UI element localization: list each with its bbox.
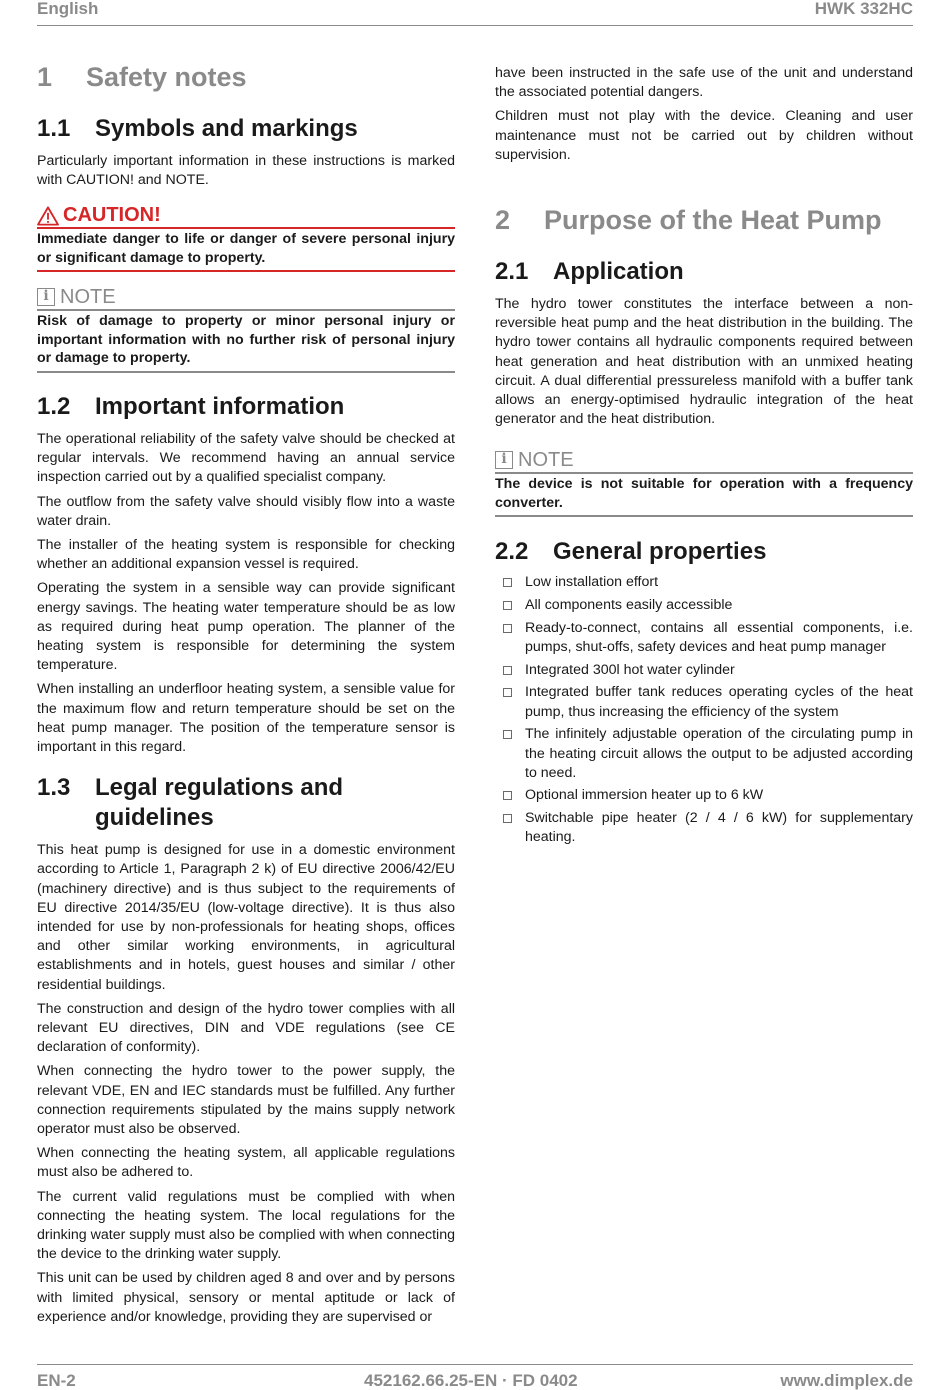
section-2-2-heading xyxy=(495,537,913,567)
section-title: Safety notes xyxy=(86,62,247,92)
paragraph: When installing an underfloor heating system, a sensible value for the maximum flow and return temperature should be set on the heat pump manager. The position of the temperature sensor is important in this regard. xyxy=(37,681,455,755)
section-1-heading xyxy=(37,60,455,94)
section-title: Symbols and markings xyxy=(95,115,358,142)
paragraph: The installer of the heating system is responsible for checking whether an additional expansion vessel is required. xyxy=(37,536,455,573)
note-notice xyxy=(37,286,455,373)
paragraph: The outflow from the safety valve should visibly flow into a waste water drain. xyxy=(37,493,455,529)
caution-text: Immediate danger to life or danger of severe personal injury or significant damage to property. xyxy=(37,229,455,272)
bullet-square-icon xyxy=(503,791,512,800)
paragraph: When connecting the heating system, all applicable regulations must also be adhered to. xyxy=(37,1145,455,1181)
section-1-3-heading xyxy=(37,773,455,833)
bullet-square-icon xyxy=(503,666,512,675)
bullet-square-icon xyxy=(503,601,512,610)
note-header xyxy=(37,286,455,311)
properties-list xyxy=(495,573,913,847)
section-number: 1.3 xyxy=(37,774,71,802)
paragraph: The operational reliability of the safety valve should be checked at regular intervals. We recommend having an annual service inspection carried out by a qualified specialist company. xyxy=(37,430,455,486)
section-1-3-body xyxy=(37,841,455,1327)
section-number: 2.2 xyxy=(495,538,529,566)
paragraph: The current valid regulations must be complied with when connecting the heating system. The local regulations for the drinking water supply must also be complied with when connecting the device to the drinking water supply. xyxy=(37,1188,455,1263)
left-column xyxy=(37,60,455,1332)
note-label: NOTE xyxy=(518,449,574,472)
list-item: Optional immersion heater up to 6 kW xyxy=(495,786,913,805)
section-title: Legal regulations and guidelines xyxy=(95,774,344,832)
note-text: The device is not suitable for operation with a frequency converter. xyxy=(495,474,913,517)
bullet-square-icon xyxy=(503,730,512,739)
paragraph: When connecting the hydro tower to the power supply, the relevant VDE, EN and IEC standards must be fulfilled. Any further connection requirements stipulated by the mains supply network operator must also be observed. xyxy=(37,1063,455,1137)
list-item: Ready-to-connect, contains all essential components, i.e. pumps, shut-offs, safety devices and heat pump manager xyxy=(495,619,913,657)
paragraph: Operating the system in a sensible way can provide significant energy savings. The heating water temperature should be as low as required during heat pump operation. The planner of the heating system is responsible for determining the system temperature. xyxy=(37,580,455,674)
paragraph: Particularly important information in these instructions is marked with CAUTION! and NOTE. xyxy=(37,153,455,189)
page-header xyxy=(37,0,913,26)
paragraph: The construction and design of the hydro tower complies with all relevant EU directives, DIN and VDE regulations (see CE declaration of conformity). xyxy=(37,1000,455,1056)
section-title: General properties xyxy=(553,538,767,566)
page-footer xyxy=(37,1364,913,1390)
list-item: Integrated buffer tank reduces operating cycles of the heat pump, thus increasing the efficiency of the system xyxy=(495,683,913,721)
section-title: Purpose of the Heat Pump xyxy=(544,205,882,236)
section-1-2-body xyxy=(37,430,455,757)
section-number: 2.1 xyxy=(495,258,529,286)
bullet-square-icon xyxy=(503,688,512,697)
section-number: 1.2 xyxy=(37,392,71,420)
caution-notice xyxy=(37,204,455,272)
list-item: Integrated 300l hot water cylinder xyxy=(495,661,913,680)
bullet-square-icon xyxy=(503,578,512,587)
section-2-heading xyxy=(495,203,913,237)
section-number: 1.1 xyxy=(37,115,71,142)
section-1-1-heading xyxy=(37,114,455,144)
paragraph: This heat pump is designed for use in a domestic environment according to Article 1, Paragraph 2 k) of EU directive 2006/42/EU (machinery directive) and is thus subject to the requirements of EU directive 2014/35/EU (low-voltage directive). It is thus also intended for use by non-professionals for heating shops, offices and other similar working environments, in agricultural establishments and in hotels, guest houses and similar / other residential buildings. xyxy=(37,842,455,993)
note-header xyxy=(495,449,913,474)
bullet-square-icon xyxy=(503,624,512,633)
footer-document-number: 452162.66.25-EN · FD 0402 xyxy=(364,1371,578,1390)
note-notice xyxy=(495,449,913,517)
bullet-square-icon xyxy=(503,814,512,823)
paragraph: This unit can be used by children aged 8 and over and by persons with limited physical, sensory or mental aptitude or lack of experience and/or knowledge, providing they are supervised or xyxy=(37,1270,455,1325)
warning-triangle-icon xyxy=(37,206,59,226)
list-item: Switchable pipe heater (2 / 4 / 6 kW) for supplementary heating. xyxy=(495,809,913,847)
note-text: Risk of damage to property or minor personal injury or important information with no further risk of personal injury or damage to property. xyxy=(37,311,455,373)
list-item: Low installation effort xyxy=(495,573,913,592)
right-column xyxy=(495,64,913,851)
info-icon: i xyxy=(37,288,55,306)
section-2-1-heading xyxy=(495,257,913,287)
paragraph: have been instructed in the safe use of the unit and understand the associated potential dangers. xyxy=(495,65,913,101)
header-model: HWK 332HC xyxy=(814,0,913,18)
section-number: 2 xyxy=(495,205,511,236)
footer-page-number: EN-2 xyxy=(37,1371,76,1390)
list-item: The infinitely adjustable operation of the circulating pump in the heating circuit allows the output to be adjusted according to need. xyxy=(495,725,913,783)
section-number: 1 xyxy=(37,62,53,92)
note-label: NOTE xyxy=(60,286,116,309)
paragraph: Children must not play with the device. Cleaning and user maintenance must not be carried out by children without supervision. xyxy=(495,108,913,163)
paragraph: The hydro tower constitutes the interface between a non-reversible heat pump and the heat distribution in the building. The hydro tower contains all hydraulic components required between heat generation and heat distribution with an unmixed heating circuit. A dual differential pressureless manifold with a buffer tank allows an energy-optimised hydraulic integration of the heat generator and the heat distribution. xyxy=(495,296,913,428)
section-1-2-heading xyxy=(37,392,455,422)
caution-label: CAUTION! xyxy=(63,204,161,227)
header-language: English xyxy=(37,0,99,18)
section-title: Application xyxy=(553,258,684,286)
list-item: All components easily accessible xyxy=(495,596,913,615)
info-icon: i xyxy=(495,451,513,469)
footer-website: www.dimplex.de xyxy=(780,1371,913,1390)
section-title: Important information xyxy=(95,392,345,420)
caution-header xyxy=(37,204,455,229)
